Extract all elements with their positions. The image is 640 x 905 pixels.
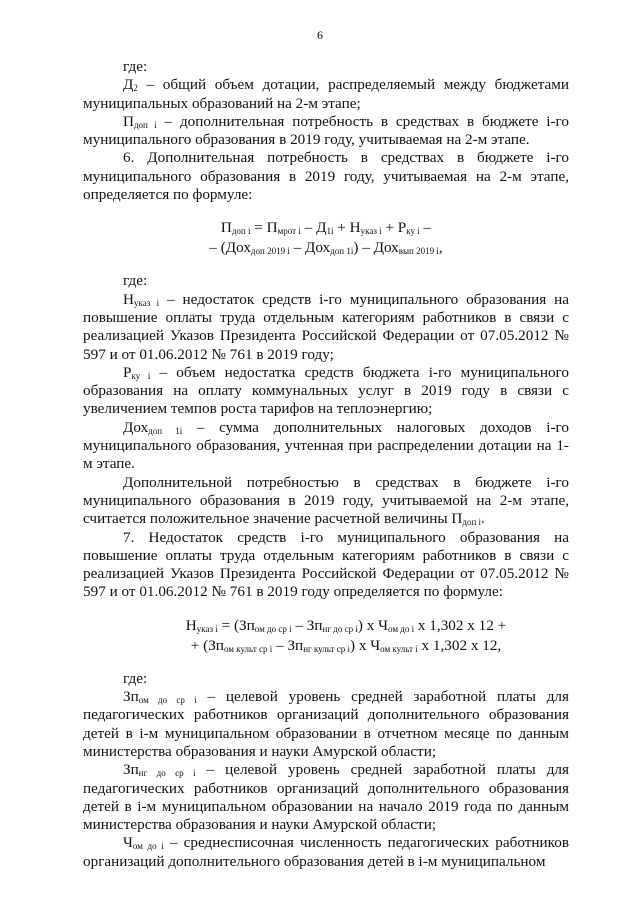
definition-zp-om-do: $Зп_{ом до ср i}$ – целевой уровень средней заработной платы для педагогических работников организаций дополнительного образования детей в i-м муниципальном образовании в отчетном месяце по данным министерства образования и науки Амурской области;	[83, 688, 569, 760]
formula-2-line-2: + $(Зп_{ом культ ср i} - Зп_{нг культ ср i})$ х $Ч_{ом культ i}$ х 1,302 х 12,	[190, 636, 502, 654]
definition-n-ukaz: $Н_{указ i}$ – недостаток средств i-го муниципального образования на повышение оплаты труда отдельным категориям работников в связи с реализацией Указов Президента Российской Федерации от 07.05.2012 № 597 и от 01.06.2012 № 761 в 2019 году;	[83, 290, 569, 363]
where-label: где:	[123, 58, 148, 75]
subscript: 2	[133, 83, 138, 94]
symbol: П	[123, 112, 134, 130]
subscript: доп i	[133, 119, 157, 130]
definition-r-ku: $Р_{ку i}$ – объем недостатка средств бюджета i-го муниципального образования на оплату коммунальных услуг в 2019 году в связи с увеличением темпов роста тарифов на теплоэнергию;	[83, 363, 569, 418]
paragraph-7: 7. Недостаток средств i-го муниципального образования на повышение оплаты труда отдельным категориям работников в связи с реализацией Указов Президента Российской Федерации от 07.05.2012 № 597 и от 01.06.2012 № 761 в 2019 году определяется по формуле:	[83, 528, 569, 601]
definition-zp-ng-do: $Зп_{нг до ср i}$ – целевой уровень средней заработной платы для педагогических работников организаций дополнительного образования детей в i-м муниципальном образовании на начало 2019 года по данным министерства образования и науки Амурской области;	[83, 761, 569, 834]
formula-2-line-1: $Н_{указ i} = (Зп_{ом до ср i} - Зп_{нг до ср i})$ х $Ч_{ом до i}$ х 1,302 х 12 +	[185, 616, 507, 634]
where-label: где:	[123, 272, 148, 290]
page-number: 6	[317, 28, 323, 42]
definition-p-dop	[83, 113, 569, 150]
document-body	[83, 58, 569, 871]
formula-1-line-2: – (Дох$_{доп 2019 i}$ – Дох$_{доп 1i}$) – Дох$_{вып 2019 i}$,	[209, 239, 443, 257]
paragraph-6: 6. Дополнительная потребность в средствах в бюджете i-го муниципального образования в 2019 году, учитываемая на 2-м этапе, определяется по формуле:	[83, 149, 569, 204]
definition-ch-om-do: $Ч_{ом до i}$ – среднесписочная численность педагогических работников организаций дополнительного образования детей в i-м муниципальном	[83, 834, 569, 870]
definition-text: – общий объем дотации, распределяемый между бюджетами муниципальных образований на 2-м этапе;	[83, 76, 569, 112]
formula-1-line-1: $П_{доп i} = П_{мрот i} - Д_{1i} + Н_{указ i} + Р_{ку i}$ –	[220, 219, 432, 237]
definition-text: – дополнительная потребность в средствах в бюджете i-го муниципального образования в 2019 году, учитываемая на 2-м этапе.	[83, 112, 570, 149]
paragraph-positive-value: Дополнительной потребностью в средствах в бюджете i-го муниципального образования в 2019 году, учитываемой на 2-м этапе, считается положительное значение расчетной величины $П_{доп i}$.	[83, 473, 569, 528]
definition-d2	[83, 76, 569, 113]
definition-dox-dop: Дох$_{доп 1i}$ – сумма дополнительных налоговых доходов i-го муниципального образования, учтенная при распределении дотации на 1-м этапе.	[83, 418, 569, 473]
symbol: Д	[123, 76, 134, 94]
where-label: где:	[123, 669, 148, 687]
